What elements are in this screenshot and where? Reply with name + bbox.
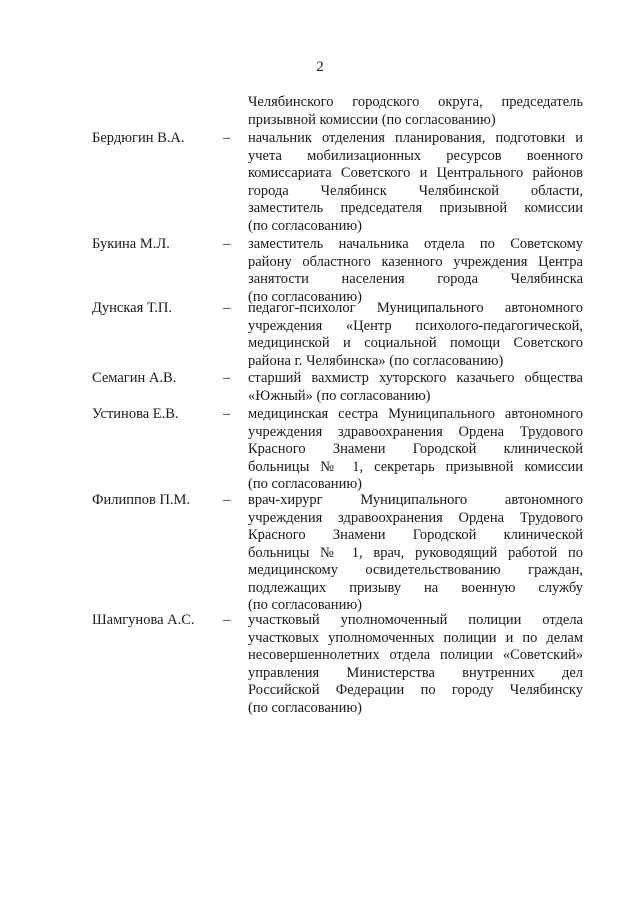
member-name: Устинова Е.В. <box>92 406 179 422</box>
member-dash: – <box>223 236 231 252</box>
description-line: больницы № 1, секретарь призывной комиссии <box>248 458 583 475</box>
description-line: (по согласованию) <box>248 476 362 492</box>
description-line: Российской Федерации по городу Челябинску <box>248 682 583 698</box>
member-name: Филиппов П.М. <box>92 492 191 508</box>
description-line: управления Министерства внутренних дел <box>248 664 583 681</box>
member-description <box>248 300 583 370</box>
member-name: Шамгунова А.С. <box>92 612 195 628</box>
member-dash: – <box>223 300 231 316</box>
description-line: старший вахмистр хуторского казачьего общества <box>248 370 583 386</box>
description-line: подлежащих призыву на военную службу <box>248 579 583 596</box>
member-dash: – <box>223 492 231 508</box>
member-name: Букина М.Л. <box>92 236 170 252</box>
member-dash: – <box>223 370 231 386</box>
member-dash: – <box>223 406 231 422</box>
description-line: комиссариата Советского и Центрального районов <box>248 165 583 181</box>
description-line: педагог-психолог Муниципального автономного <box>248 300 583 316</box>
description-line: занятости населения города Челябинска <box>248 271 583 287</box>
description-line: начальник отделения планирования, подготовки и <box>248 130 583 146</box>
description-line: (по согласованию) <box>248 699 362 716</box>
description-line: «Южный» (по согласованию) <box>248 387 431 404</box>
continuation-text <box>248 94 583 129</box>
description-line: учреждения здравоохранения Ордена Трудового <box>248 423 583 440</box>
member-description <box>248 406 583 494</box>
member-description <box>248 130 583 235</box>
continuation-line: призывной комиссии (по согласованию) <box>248 111 496 128</box>
description-line: несовершеннолетних отдела полиции «Советский» <box>248 647 583 663</box>
description-line: больницы № 1, врач, руководящий работой по <box>248 544 583 561</box>
member-dash: – <box>223 612 231 628</box>
continuation-line: Челябинского городского округа, председатель <box>248 94 583 110</box>
description-line: медицинскому освидетельствованию граждан, <box>248 562 583 578</box>
member-description <box>248 236 583 306</box>
description-line: (по согласованию) <box>248 288 362 305</box>
description-line: заместитель председателя призывной комиссии <box>248 200 583 216</box>
description-line: учреждения здравоохранения Ордена Трудового <box>248 509 583 526</box>
description-line: Красного Знамени Городской клинической <box>248 441 583 457</box>
description-line: Красного Знамени Городской клинической <box>248 527 583 543</box>
page-number: 2 <box>316 59 324 75</box>
description-line: медицинская сестра Муниципального автономного <box>248 406 583 422</box>
description-line: района г. Челябинска» (по согласованию) <box>248 352 504 369</box>
member-description <box>248 492 583 615</box>
description-line: заместитель начальника отдела по Советскому <box>248 236 583 252</box>
description-line: города Челябинск Челябинской области, <box>248 182 583 199</box>
description-line: району областного казенного учреждения Центра <box>248 253 583 270</box>
description-line: учета мобилизационных ресурсов военного <box>248 147 583 164</box>
description-line: врач-хирург Муниципального автономного <box>248 492 583 508</box>
member-name: Семагин А.В. <box>92 370 177 386</box>
member-name: Дунская Т.П. <box>92 300 173 316</box>
member-name: Бердюгин В.А. <box>92 130 185 146</box>
member-dash: – <box>223 130 231 146</box>
description-line: медицинской и социальной помощи Советского <box>248 335 583 351</box>
description-line: участковых уполномоченных полиции и по делам <box>248 629 583 646</box>
description-line: (по согласованию) <box>248 597 362 613</box>
member-description <box>248 370 583 405</box>
description-line: участковый уполномоченный полиции отдела <box>248 612 583 628</box>
description-line: (по согласованию) <box>248 217 362 234</box>
member-description <box>248 612 583 717</box>
description-line: учреждения «Центр психолого-педагогической, <box>248 317 583 334</box>
